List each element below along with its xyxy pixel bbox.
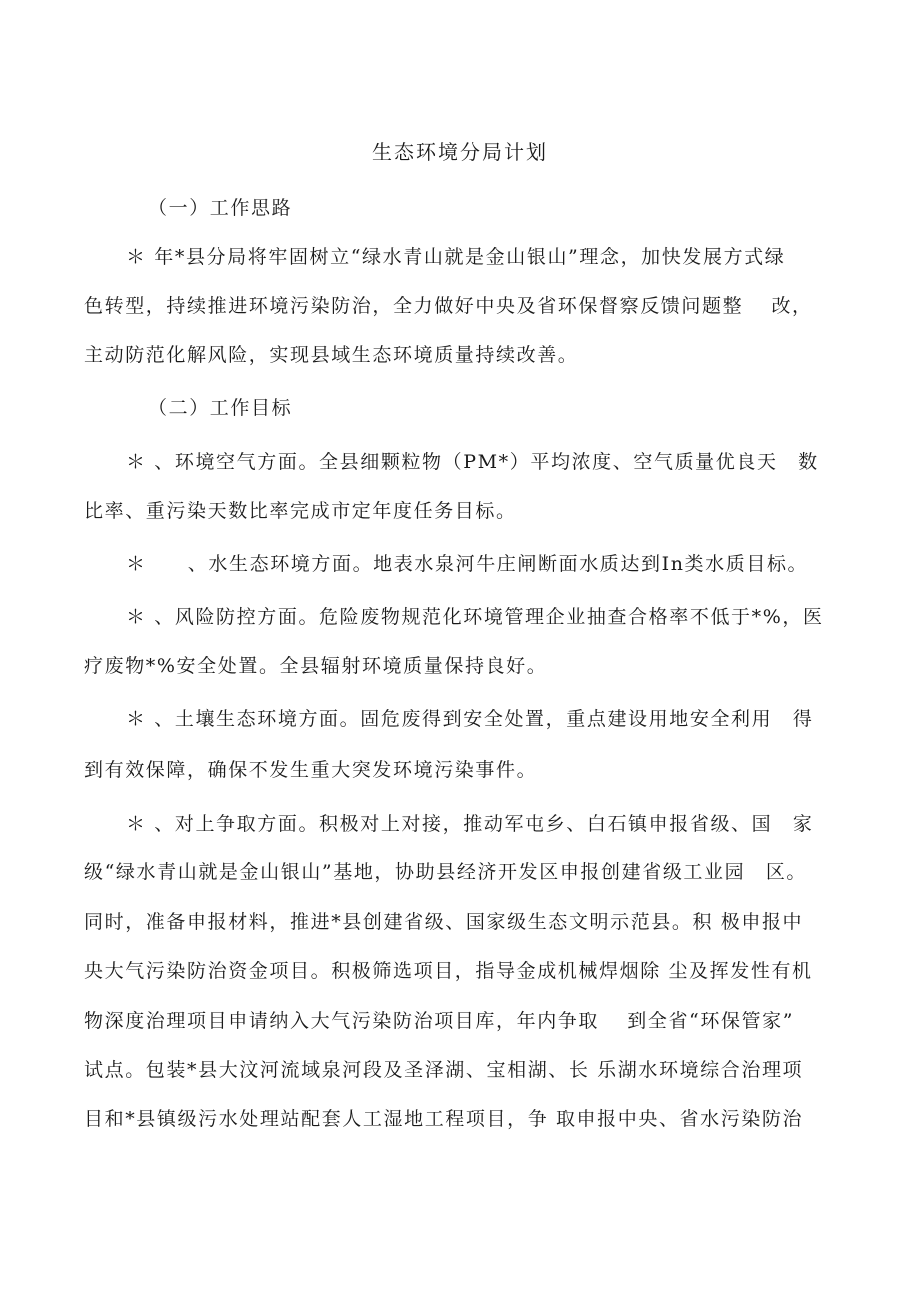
paragraph-line: 目和*县镇级污水处理站配套人工湿地工程项目，争 取申报中央、省水污染防治 <box>84 1108 804 1130</box>
paragraph-line: 疗废物*%安全处置。全县辐射环境质量保持良好。 <box>84 655 548 677</box>
paragraph-line: 级“绿水青山就是金山银山”基地，协助县经济开发区申报创建省级工业园 区。 <box>84 861 808 883</box>
document-title: 生态环境分局计划 <box>372 140 548 164</box>
paragraph-line: 色转型，持续推进环境污染防治，全力做好中央及省环保督察反馈问题整 改， <box>84 295 813 317</box>
paragraph-line: ＊ 、土壤生态环境方面。固危废得到安全处置，重点建设用地安全利用 得 <box>126 708 814 730</box>
paragraph-line: 同时，准备申报材料，推进*县创建省级、国家级生态文明示范县。积 极申报中 <box>84 911 804 933</box>
paragraph-line: 主动防范化解风险，实现县域生态环境质量持续改善。 <box>84 344 579 366</box>
paragraph-line: 物深度治理项目申请纳入大气污染防治项目库，年内争取 到全省“环保管家” <box>84 1010 795 1032</box>
paragraph-line: ＊ 年*县分局将牢固树立“绿水青山就是金山银山”理念，加快发展方式绿 <box>126 246 786 268</box>
paragraph-line: 央大气污染防治资金项目。积极筛选项目，指导金成机械焊烟除 尘及挥发性有机 <box>84 960 813 982</box>
paragraph-line: ＊ 、水生态环境方面。地表水泉河牛庄闸断面水质达到In类水质目标。 <box>126 553 809 575</box>
paragraph-line: 比率、重污染天数比率完成市定年度任务目标。 <box>84 500 517 522</box>
paragraph-line: ＊ 、对上争取方面。积极对上对接，推动军屯乡、白石镇申报省级、国 家 <box>126 813 814 835</box>
section-heading-approach: （一）工作思路 <box>148 197 293 219</box>
paragraph-line: 到有效保障，确保不发生重大突发环境污染事件。 <box>84 759 538 781</box>
section-heading-goals: （二）工作目标 <box>148 397 293 419</box>
paragraph-line: ＊ 、环境空气方面。全县细颗粒物（PM*）平均浓度、空气质量优良天 数 <box>126 451 819 473</box>
paragraph-line: ＊ 、风险防控方面。危险废物规范化环境管理企业抽查合格率不低于*%，医 <box>126 606 824 628</box>
paragraph-line: 试点。包装*县大汶河流域泉河段及圣泽湖、宝相湖、长 乐湖水环境综合治理项 <box>84 1059 804 1081</box>
